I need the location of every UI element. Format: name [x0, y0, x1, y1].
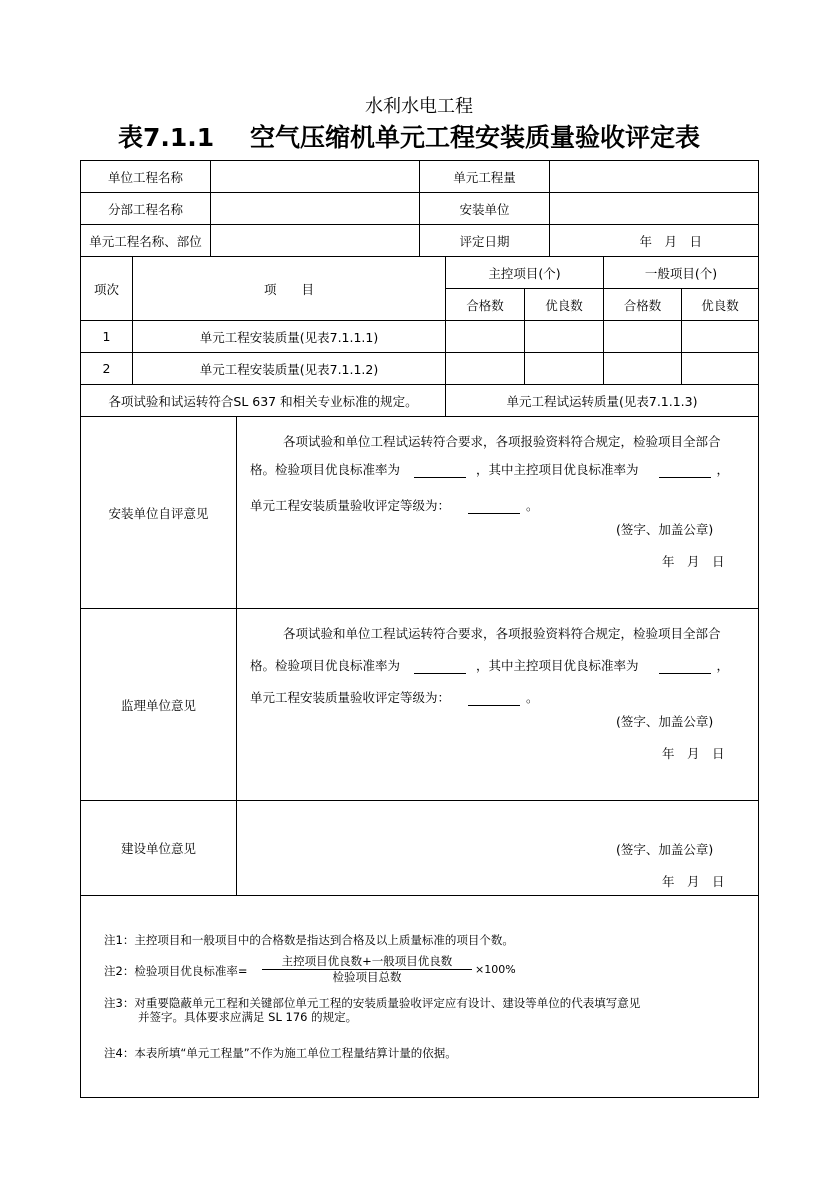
- header-general-items: 一般项目(个): [603, 256, 759, 289]
- date-text: 年 月 日: [662, 874, 725, 889]
- grade-blank[interactable]: [468, 693, 520, 706]
- test-quality: 单元工程试运转质量(见表7.1.1.3): [445, 384, 759, 417]
- cell-input[interactable]: [524, 352, 604, 385]
- note-2-numerator: 主控项目优良数+一般项目优良数: [262, 954, 472, 970]
- row-no: 2: [80, 352, 133, 385]
- owner-opinion-label: 建设单位意见: [80, 800, 237, 896]
- cell-input[interactable]: [603, 320, 682, 353]
- field-install-unit[interactable]: [549, 192, 759, 225]
- main-rate-blank[interactable]: [659, 661, 711, 674]
- label-unit-quantity: 单元工程量: [419, 160, 550, 193]
- row-no: 1: [80, 320, 133, 353]
- date-text: 年 月 日: [662, 554, 725, 569]
- opinion-text: 单元工程安装质量验收评定等级为： 。: [250, 690, 539, 705]
- field-unit-quantity[interactable]: [549, 160, 759, 193]
- header-general-qualified: 合格数: [603, 288, 682, 321]
- opinion-text: 单元工程安装质量验收评定等级为： 。: [250, 498, 539, 513]
- note-1: 注1：主控项目和一般项目中的合格数是指达到合格及以上质量标准的项目个数。: [104, 933, 514, 947]
- rate-blank[interactable]: [414, 465, 466, 478]
- sign-text: (签字、加盖公章): [616, 714, 714, 729]
- opinion-text: 各项试验和单位工程试运转符合要求，各项报验资料符合规定，检验项目全部合: [283, 434, 721, 449]
- note-4: 注4：本表所填“单元工程量”不作为施工单位工程量结算计量的依据。: [104, 1046, 457, 1060]
- date-text: 年 月 日: [662, 746, 725, 761]
- row-name: 单元工程安装质量(见表7.1.1.2): [132, 352, 446, 385]
- field-eval-date[interactable]: 年 月 日: [549, 224, 759, 257]
- header-main-excellent: 优良数: [524, 288, 604, 321]
- test-requirement: 各项试验和试运转符合SL 637 和相关专业标准的规定。: [80, 384, 446, 417]
- note-2-suffix: ×100%: [475, 963, 516, 976]
- label-element-name: 单元工程名称、部位: [80, 224, 211, 257]
- field-unit-project[interactable]: [210, 160, 420, 193]
- sign-text: (签字、加盖公章): [616, 522, 714, 537]
- supervise-opinion-label: 监理单位意见: [80, 608, 237, 801]
- cell-input[interactable]: [445, 352, 525, 385]
- field-element-name[interactable]: [210, 224, 420, 257]
- note-2-denominator: 检验项目总数: [332, 970, 402, 984]
- note-3: 注3：对重要隐蔽单元工程和关键部位单元工程的安装质量验收评定应有设计、建设等单位的代表填写意见: [104, 996, 641, 1010]
- grade-blank[interactable]: [468, 501, 520, 514]
- note-3-cont: 并签字。具体要求应满足 SL 176 的规定。: [138, 1010, 358, 1024]
- cell-input[interactable]: [445, 320, 525, 353]
- label-install-unit: 安装单位: [419, 192, 550, 225]
- row-name: 单元工程安装质量(见表7.1.1.1): [132, 320, 446, 353]
- header-main-qualified: 合格数: [445, 288, 525, 321]
- label-eval-date: 评定日期: [419, 224, 550, 257]
- table-number: 表7.1.1: [118, 123, 215, 152]
- cell-input[interactable]: [524, 320, 604, 353]
- opinion-text: 格。检验项目优良标准率为 ，其中主控项目优良标准率为 ，: [250, 462, 730, 477]
- header-general-excellent: 优良数: [681, 288, 759, 321]
- page-title: 空气压缩机单元工程安装质量验收评定表: [250, 123, 701, 152]
- header-item: 项 目: [132, 256, 446, 321]
- header-main-items: 主控项目(个): [445, 256, 604, 289]
- note-2-prefix: 注2：检验项目优良标准率=: [104, 964, 248, 978]
- label-unit-project: 单位工程名称: [80, 160, 211, 193]
- main-rate-blank[interactable]: [659, 465, 711, 478]
- cell-input[interactable]: [681, 352, 759, 385]
- opinion-text: 各项试验和单位工程试运转符合要求，各项报验资料符合规定，检验项目全部合: [283, 626, 721, 641]
- cell-input[interactable]: [681, 320, 759, 353]
- subtitle: 水利水电工程: [365, 96, 473, 117]
- sign-text: (签字、加盖公章): [616, 842, 714, 857]
- opinion-text: 格。检验项目优良标准率为 ，其中主控项目优良标准率为 ，: [250, 658, 730, 673]
- install-opinion-label: 安装单位自评意见: [80, 416, 237, 609]
- rate-blank[interactable]: [414, 661, 466, 674]
- header-item-no: 项次: [80, 256, 133, 321]
- cell-input[interactable]: [603, 352, 682, 385]
- label-sub-project: 分部工程名称: [80, 192, 211, 225]
- field-sub-project[interactable]: [210, 192, 420, 225]
